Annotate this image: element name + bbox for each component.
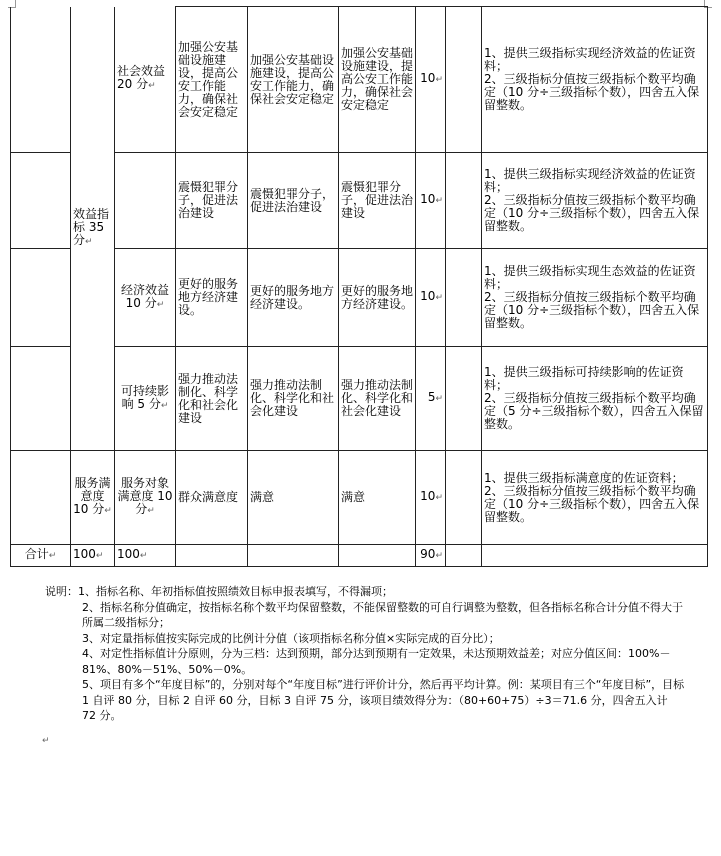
blank-cell (446, 545, 482, 567)
actual-cell: 更好的服务地方经济建设。 (339, 249, 416, 347)
subcategory-cell: 社会效益 20 分↵ (115, 7, 176, 153)
category-cell: 服务满意度 10 分↵ (71, 451, 115, 545)
blank-cell (339, 545, 416, 567)
blank-cell (248, 545, 339, 567)
note-line-4: 4、对定性指标值计分原则，分为三档：达到预期，部分达到预期有一定效果，未达预期效益差；对应分值区间：100%－81%、80%－51%、50%－0%。 (82, 647, 671, 676)
note-line-3: 3、对定量指标值按实际完成的比例计分值（该项指标名称分值×实际完成的百分比）； (82, 631, 500, 645)
note-cell: 1、提供三级指标实现生态效益的佐证资料； 2、三级指标分值按三级指标个数平均确定（10 分÷三级指标个数），四舍五入保留整数。 (482, 249, 708, 347)
notes-section (45, 584, 685, 724)
evaluation-table (10, 6, 708, 567)
indicator-cell: 群众满意度 (176, 451, 248, 545)
left-blank (11, 153, 71, 249)
target-cell: 震慑犯罪分子，促进法治建设 (248, 153, 339, 249)
subcategory-cell: 经济效益 10 分↵ (115, 249, 176, 347)
table-row (11, 249, 708, 347)
table-row (11, 7, 708, 153)
note-line-5: 5、项目有多个“年度目标”的，分别对每个“年度目标”进行评价计分，然后再平均计算。例：某项目有三个“年度目标”，目标 1 自评 80 分，目标 2 自评 60 分，目标 3 自评 75 分，该项目绩效得分为：（80+60+75）÷3＝71.6 分，四舍五入计 72 分。 (82, 678, 685, 722)
actual-cell: 满意 (339, 451, 416, 545)
table-row (11, 451, 708, 545)
subcategory-cell: 服务对象满意度 10 分↵ (115, 451, 176, 545)
blank-cell (176, 545, 248, 567)
total-score-cell: 90↵ (416, 545, 446, 567)
note-cell: 1、提供三级指标满意度的佐证资料； 2、三级指标分值按三级指标个数平均确定（10 分÷三级指标个数），四舍五入保留整数。 (482, 451, 708, 545)
score-cell: 10↵ (416, 249, 446, 347)
score-cell: 10↵ (416, 451, 446, 545)
target-cell: 强力推动法制化、科学化和社会化建设 (248, 347, 339, 451)
indicator-cell: 更好的服务地方经济建设。 (176, 249, 248, 347)
score-cell: 5↵ (416, 347, 446, 451)
table-row (11, 153, 708, 249)
blank-cell (446, 347, 482, 451)
total-row (11, 545, 708, 567)
total-c2-cell: 100↵ (115, 545, 176, 567)
subcategory-cell: 可持续影响 5 分↵ (115, 347, 176, 451)
left-blank (11, 249, 71, 347)
indicator-cell: 震慑犯罪分子，促进法治建设 (176, 153, 248, 249)
blank-cell (446, 451, 482, 545)
indicator-cell: 强力推动法制化、科学化和社会化建设 (176, 347, 248, 451)
blank-cell (446, 249, 482, 347)
total-label-cell: 合计↵ (11, 545, 71, 567)
table-row (11, 347, 708, 451)
category-cell: 效益指标 35 分↵ (71, 7, 115, 451)
note-line-1: 说明：1、指标名称、年初指标值按照绩效目标申报表填写，不得漏项； (45, 585, 393, 598)
actual-cell: 强力推动法制化、科学化和社会化建设 (339, 347, 416, 451)
score-cell: 10↵ (416, 153, 446, 249)
note-cell: 1、提供三级指标实现经济效益的佐证资料； 2、三级指标分值按三级指标个数平均确定（10 分÷三级指标个数），四舍五入保留整数。 (482, 153, 708, 249)
note-cell: 1、提供三级指标实现经济效益的佐证资料； 2、三级指标分值按三级指标个数平均确定（10 分÷三级指标个数），四舍五入保留整数。 (482, 7, 708, 153)
left-blank (11, 347, 71, 451)
actual-cell: 加强公安基础设施建设，提高公安工作能力，确保社会安定稳定 (339, 7, 416, 153)
subcategory-cell (115, 153, 176, 249)
indicator-cell: 加强公安基础设施建设，提高公安工作能力，确保社会安定稳定 (176, 7, 248, 153)
note-cell: 1、提供三级指标可持续影响的佐证资料； 2、三级指标分值按三级指标个数平均确定（5 分÷三级指标个数），四舍五入保留整数。 (482, 347, 708, 451)
left-blank (11, 7, 71, 153)
actual-cell: 震慑犯罪分子，促进法治建设 (339, 153, 416, 249)
blank-cell (482, 545, 708, 567)
target-cell: 满意 (248, 451, 339, 545)
paragraph-end-mark: ↵ (42, 736, 50, 746)
target-cell: 更好的服务地方经济建设。 (248, 249, 339, 347)
blank-cell (446, 153, 482, 249)
total-c1-cell: 100↵ (71, 545, 115, 567)
blank-cell (446, 7, 482, 153)
note-line-2: 2、指标名称分值确定，按指标名称个数平均保留整数，不能保留整数的可自行调整为整数，但各指标名称合计分值不得大于所属二级指标分； (82, 600, 683, 629)
target-cell: 加强公安基础设施建设，提高公安工作能力，确保社会安定稳定 (248, 7, 339, 153)
left-blank (11, 451, 71, 545)
score-cell: 10↵ (416, 7, 446, 153)
